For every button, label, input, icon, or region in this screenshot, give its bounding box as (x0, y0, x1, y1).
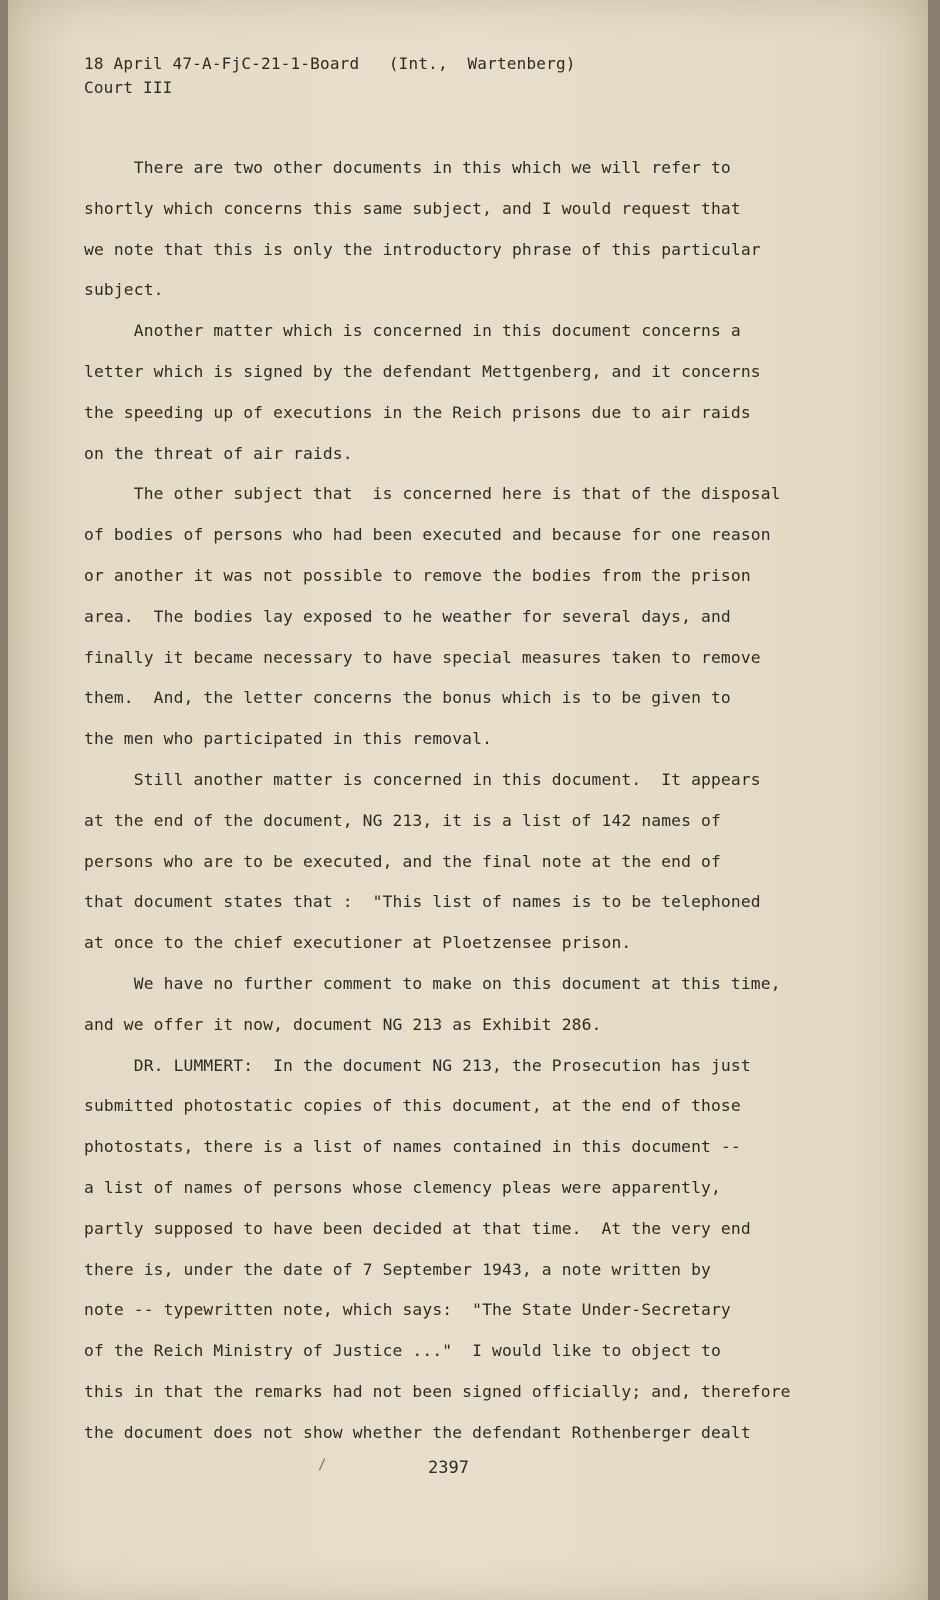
text-line: the speeding up of executions in the Reich prisons due to air raids (84, 402, 751, 422)
text-line: partly supposed to have been decided at that time. At the very end (84, 1218, 751, 1238)
transcript-body (84, 148, 874, 1454)
text-line: at the end of the document, NG 213, it is a list of 142 names of (84, 810, 721, 830)
text-line: Still another matter is concerned in this document. It appears (84, 769, 761, 789)
text-line: this in that the remarks had not been signed officially; and, therefore (84, 1381, 791, 1401)
text-line: note -- typewritten note, which says: "The State Under-Secretary (84, 1300, 731, 1320)
page-number: 2397 (428, 1458, 469, 1478)
text-line: finally it became necessary to have special measures taken to remove (84, 647, 761, 667)
text-line: of bodies of persons who had been executed and because for one reason (84, 525, 771, 545)
text-line: shortly which concerns this same subject, and I would request that (84, 198, 741, 218)
text-line: subject. (84, 280, 164, 300)
text-line: we note that this is only the introductory phrase of this particular (84, 239, 761, 259)
text-line: or another it was not possible to remove the bodies from the prison (84, 565, 751, 585)
text-line: area. The bodies lay exposed to he weather for several days, and (84, 606, 731, 626)
text-line: persons who are to be executed, and the final note at the end of (84, 851, 721, 871)
text-line: them. And, the letter concerns the bonus which is to be given to (84, 688, 731, 708)
text-line: DR. LUMMERT: In the document NG 213, the Prosecution has just (84, 1055, 751, 1075)
text-line: there is, under the date of 7 September 1943, a note written by (84, 1259, 711, 1279)
text-line: photostats, there is a list of names contained in this document -- (84, 1137, 741, 1157)
text-line: There are two other documents in this which we will refer to (84, 158, 731, 177)
text-line: at once to the chief executioner at Ploetzensee prison. (84, 933, 632, 953)
text-line: of the Reich Ministry of Justice ..." I would like to object to (84, 1341, 721, 1361)
text-line: and we offer it now, document NG 213 as Exhibit 286. (84, 1014, 602, 1034)
document-page (8, 0, 928, 1600)
pencil-mark: / (318, 1457, 327, 1473)
text-line: the men who participated in this removal. (84, 729, 493, 749)
document-header (84, 52, 576, 100)
text-line: a list of names of persons whose clemency pleas were apparently, (84, 1177, 721, 1197)
text-line: that document states that : "This list of names is to be telephoned (84, 892, 761, 912)
header-line-2: Court III (84, 78, 173, 97)
text-line: the document does not show whether the defendant Rothenberger dealt (84, 1422, 751, 1442)
text-line: Another matter which is concerned in this document concerns a (84, 321, 741, 341)
text-line: on the threat of air raids. (84, 443, 353, 463)
text-line: The other subject that is concerned here is that of the disposal (84, 484, 781, 504)
header-line-1: 18 April 47-A-FjC-21-1-Board (Int., Wartenberg) (84, 54, 576, 73)
text-line: We have no further comment to make on this document at this time, (84, 973, 781, 993)
text-line: submitted photostatic copies of this document, at the end of those (84, 1096, 741, 1116)
text-line: letter which is signed by the defendant Mettgenberg, and it concerns (84, 361, 761, 381)
